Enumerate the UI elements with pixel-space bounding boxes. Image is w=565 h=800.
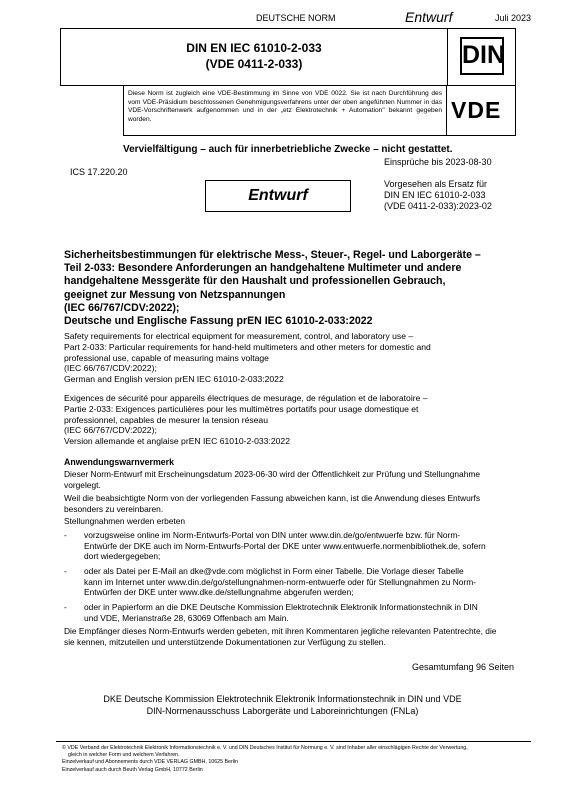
- text-line: oder in Papierform an die DKE Deutsche Kommission Elektrotechnik Elektronik Informationstechnik in DIN: [84, 602, 478, 612]
- title-line: Partie 2-033: Exigences particulières pour les multimètres portatifs pour usage domestique et: [64, 403, 419, 414]
- text-line: und VDE, Merianstraße 28, 63069 Offenbach am Main.: [84, 612, 289, 623]
- replacement-line: Vorgesehen als Ersatz für: [384, 179, 488, 189]
- title-line: Version allemande et anglaise prEN IEC 61010-2-033:2022: [64, 436, 290, 447]
- title-line: (IEC 66/767/CDV:2022);: [64, 363, 157, 374]
- text-line: kann im Internet unter www.din.de/go/stellungnahmen-norm-entwuerfe oder für Stellungnahmen zu Norm-: [84, 576, 476, 587]
- list-item-text: [84, 566, 524, 598]
- text-line: dort wiedergegeben;: [84, 551, 161, 562]
- vde-notice-block: [123, 86, 516, 136]
- text-line: Die Empfänger dieses Norm-Entwurfs werden gebeten, mit ihren Kommentaren jegliche relevanten Patentrechte, die: [64, 626, 497, 636]
- text-line: Entwürfen der DKE unter www.dke.de/stellungnahme abgerufen werden;: [84, 587, 354, 598]
- total-pages: Gesamtumfang 96 Seiten: [412, 662, 515, 672]
- text-line: Weil die beabsichtigte Norm von der vorliegenden Fassung abweichen kann, ist die Anwendung dieses Entwurfs: [64, 493, 481, 503]
- committee-line: DKE Deutsche Kommission Elektrotechnik Elektronik Informationstechnik in DIN und VDE: [103, 694, 462, 704]
- norm-type-label: DEUTSCHE NORM: [256, 13, 336, 23]
- german-title: [64, 249, 524, 328]
- patent-notice: [64, 626, 544, 647]
- text-line: besonders zu vereinbaren.: [64, 503, 164, 514]
- list-dash: -: [64, 602, 67, 612]
- text-line: vorgelegt.: [64, 479, 101, 490]
- title-line: professional use, capable of measuring mains voltage: [64, 352, 269, 363]
- text-line: vorzugsweise online im Norm-Entwurfs-Portal von DIN unter www.din.de/go/entwuerfe bzw. für Norm-: [84, 530, 461, 540]
- list-item: [64, 602, 534, 626]
- title-block: [60, 28, 516, 86]
- comments-intro: Stellungnahmen werden erbeten: [64, 516, 186, 526]
- footer-divider: [56, 741, 531, 742]
- title-line: Safety requirements for electrical equipment for measurement, control, and laboratory use –: [64, 331, 414, 341]
- ics-code: ICS 17.220.20: [70, 167, 128, 177]
- din-logo-cell: [447, 29, 518, 85]
- reproduction-notice: Vervielfältigung – auch für innerbetriebliche Zwecke – nicht gestattet.: [123, 144, 453, 155]
- vde-logo: VDE: [451, 97, 502, 123]
- title-line: Deutsche und Englische Fassung prEN IEC 61010-2-033:2022: [64, 315, 373, 328]
- footer-line: gleich in welcher Form und welchem Verfahren.: [68, 752, 180, 759]
- title-line: Sicherheitsbestimmungen für elektrische Mess-, Steuer-, Regel- und Laborgeräte –: [64, 249, 481, 261]
- copyright-footer: [62, 745, 542, 774]
- document-number: DIN EN IEC 61010-2-033: [186, 41, 322, 55]
- footer-line: Einzelverkauf und Abonnements durch VDE VERLAG GMBH, 10625 Berlin: [62, 759, 239, 766]
- title-line: handgehaltene Messgeräte für den Haushalt und professionellen Gebrauch,: [64, 275, 446, 288]
- title-line: (IEC 66/767/CDV:2022);: [64, 301, 180, 314]
- draft-header-label: Entwurf: [405, 9, 453, 25]
- text-line: oder als Datei per E-Mail an dke@vde.com möglichst in Form einer Tabelle. Die Vorlage dieser Tabelle: [84, 566, 464, 576]
- list-item-text: [84, 602, 524, 623]
- title-line: professionnel, capables de mesurer la tension réseau: [64, 414, 268, 425]
- list-item: [64, 530, 534, 564]
- committee-block: [40, 694, 525, 717]
- warning-paragraph-2: [64, 493, 534, 514]
- text-line: Dieser Norm-Entwurf mit Erscheinungsdatum 2023-06-30 wird der Öffentlichkeit zur Prüfung und Stellungnahme: [64, 469, 481, 479]
- title-line: German and English version prEN IEC 61010-2-033:2022: [64, 374, 284, 385]
- text-line: Entwürfe der DKE auch im Norm-Entwurfs-Portal der DKE unter www.entwuerfe.normenbibliothek.de, sofern: [84, 540, 486, 551]
- title-line: Exigences de sécurité pour appareils électriques de mesurage, de régulation et de laboratoire –: [64, 393, 428, 403]
- warning-heading: Anwendungswarnvermerk: [64, 457, 174, 467]
- french-title: [64, 393, 524, 447]
- vde-notice-text: Diese Norm ist zugleich eine VDE-Bestimmung im Sinne von VDE 0022. Sie ist nach Durchführung des vom VDE-Präsidium beschlossenen Genehmigungsverfahrens unter der oben angeführten Nummer in das VDE-Vorschriftenwerk aufgenommen und in der „etz Elektrotechnik + Automation" bekannt gegeben worden.: [128, 90, 442, 123]
- title-line: (IEC 66/767/CDV:2022);: [64, 425, 157, 436]
- warning-paragraph-1: [64, 469, 534, 490]
- list-dash: -: [64, 566, 67, 576]
- list-dash: -: [64, 530, 67, 540]
- list-item-text: [84, 530, 524, 562]
- draft-stamp: Entwurf: [205, 180, 351, 212]
- replacement-line: DIN EN IEC 61010-2-033: [384, 190, 486, 200]
- publication-date: Juli 2023: [495, 13, 532, 23]
- title-line: Teil 2-033: Besondere Anforderungen an handgehaltene Multimeter und andere: [64, 262, 462, 275]
- objection-deadline: Einsprüche bis 2023-08-30: [384, 157, 492, 167]
- din-logo: DIN: [460, 37, 504, 75]
- replacement-line: (VDE 0411-2-033):2023-02: [384, 201, 492, 211]
- list-item: [64, 566, 534, 600]
- replacement-info: [384, 179, 492, 212]
- title-line: geeignet zur Messung von Netzspannungen: [64, 288, 286, 301]
- vde-classification: (VDE 0411-2-033): [205, 57, 303, 71]
- title-line: Part 2-033: Particular requirements for hand-held multimeters and other meters for domestic and: [64, 341, 431, 352]
- committee-line: DIN-Normenausschuss Laborgeräte und Laboreinrichtungen (FNLa): [146, 705, 419, 716]
- vde-logo-cell: [446, 86, 517, 135]
- text-line: sie kennen, mitzuteilen und unterstützende Dokumentationen zur Verfügung zu stellen.: [64, 636, 386, 647]
- footer-line: © VDE Verband der Elektrotechnik Elektronik Informationstechnik e. V. und DIN Deutsches Institut für Normung e. V. sind Inhaber aller einschlägigen Rechte der Verwertung,: [62, 745, 468, 751]
- english-title: [64, 331, 524, 385]
- footer-line: Einzelverkauf auch durch Beuth Verlag GmbH, 10772 Berlin: [62, 766, 203, 773]
